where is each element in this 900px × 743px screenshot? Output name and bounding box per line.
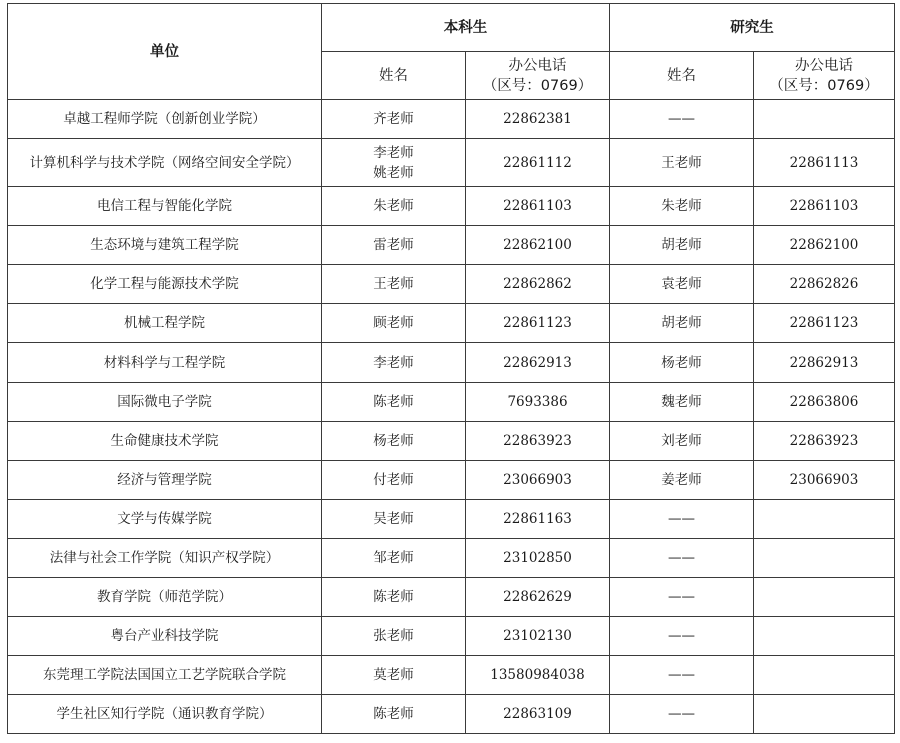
unit-cell: 材料科学与工程学院 — [8, 343, 322, 382]
header-pg-phone — [754, 52, 895, 100]
table-row — [8, 617, 895, 656]
unit-cell: 电信工程与智能化学院 — [8, 187, 322, 226]
ug-phone-cell: 22862913 — [466, 343, 610, 382]
pg-name-cell: —— — [610, 578, 754, 617]
pg-name-cell: 胡老师 — [610, 226, 754, 265]
table-row — [8, 304, 895, 343]
pg-phone-cell — [754, 695, 895, 734]
pg-name-cell: 胡老师 — [610, 304, 754, 343]
pg-phone-cell — [754, 538, 895, 577]
table-row — [8, 139, 895, 187]
ug-name-primary: 李老师 — [373, 144, 414, 161]
unit-cell: 经济与管理学院 — [8, 460, 322, 499]
table-row — [8, 382, 895, 421]
pg-name-cell: —— — [610, 499, 754, 538]
header-pg-name: 姓名 — [610, 52, 754, 100]
table-row — [8, 226, 895, 265]
ug-phone-cell: 22862629 — [466, 578, 610, 617]
unit-cell: 教育学院（师范学院） — [8, 578, 322, 617]
header-row-top — [8, 4, 895, 52]
unit-cell: 文学与传媒学院 — [8, 499, 322, 538]
header-ug-phone-label: 办公电话 — [508, 57, 567, 74]
pg-phone-cell — [754, 499, 895, 538]
unit-cell: 东莞理工学院法国国立工艺学院联合学院 — [8, 656, 322, 695]
unit-cell: 学生社区知行学院（通识教育学院） — [8, 695, 322, 734]
pg-name-cell: 袁老师 — [610, 265, 754, 304]
unit-cell: 国际微电子学院 — [8, 382, 322, 421]
ug-name-secondary: 姚老师 — [373, 164, 414, 181]
unit-cell: 机械工程学院 — [8, 304, 322, 343]
unit-cell: 生态环境与建筑工程学院 — [8, 226, 322, 265]
ug-name-cell: 齐老师 — [322, 100, 466, 139]
pg-name-cell: 姜老师 — [610, 460, 754, 499]
pg-phone-cell: 22863806 — [754, 382, 895, 421]
table-row — [8, 187, 895, 226]
ug-phone-cell: 22861163 — [466, 499, 610, 538]
ug-name-cell: 杨老师 — [322, 421, 466, 460]
table-row — [8, 656, 895, 695]
pg-name-cell: —— — [610, 538, 754, 577]
ug-name-cell: 吴老师 — [322, 499, 466, 538]
pg-name-cell: —— — [610, 100, 754, 139]
pg-phone-cell: 22862826 — [754, 265, 895, 304]
pg-name-cell: 王老师 — [610, 139, 754, 187]
unit-cell: 法律与社会工作学院（知识产权学院） — [8, 538, 322, 577]
table-body — [8, 100, 895, 734]
ug-phone-cell: 22862100 — [466, 226, 610, 265]
pg-phone-cell: 23066903 — [754, 460, 895, 499]
pg-phone-cell: 22862913 — [754, 343, 895, 382]
table-row — [8, 460, 895, 499]
table-row — [8, 578, 895, 617]
table-row — [8, 265, 895, 304]
pg-phone-cell: 22861123 — [754, 304, 895, 343]
ug-phone-cell: 22861123 — [466, 304, 610, 343]
ug-phone-cell: 22861112 — [466, 139, 610, 187]
ug-name-cell — [322, 139, 466, 187]
ug-phone-cell: 22863109 — [466, 695, 610, 734]
unit-cell: 计算机科学与技术学院（网络空间安全学院） — [8, 139, 322, 187]
header-ug-phone-areacode: （区号：0769） — [482, 77, 593, 94]
header-pg-phone-areacode: （区号：0769） — [769, 77, 879, 94]
unit-cell: 化学工程与能源技术学院 — [8, 265, 322, 304]
header-graduate: 研究生 — [610, 4, 895, 52]
pg-name-cell: 刘老师 — [610, 421, 754, 460]
pg-phone-cell — [754, 100, 895, 139]
ug-name-cell: 李老师 — [322, 343, 466, 382]
ug-name-cell: 朱老师 — [322, 187, 466, 226]
header-unit: 单位 — [8, 4, 322, 100]
ug-name-cell: 顾老师 — [322, 304, 466, 343]
header-pg-phone-label: 办公电话 — [795, 57, 853, 74]
table-row — [8, 538, 895, 577]
pg-phone-cell: 22863923 — [754, 421, 895, 460]
pg-phone-cell: 22861113 — [754, 139, 895, 187]
ug-phone-cell: 23102130 — [466, 617, 610, 656]
ug-name-cell: 付老师 — [322, 460, 466, 499]
pg-phone-cell: 22862100 — [754, 226, 895, 265]
pg-name-cell: 魏老师 — [610, 382, 754, 421]
table-row — [8, 100, 895, 139]
ug-name-cell: 陈老师 — [322, 382, 466, 421]
ug-phone-cell: 22862862 — [466, 265, 610, 304]
header-undergraduate: 本科生 — [322, 4, 610, 52]
ug-name-cell: 雷老师 — [322, 226, 466, 265]
ug-phone-cell: 13580984038 — [466, 656, 610, 695]
table-row — [8, 421, 895, 460]
unit-cell: 卓越工程师学院（创新创业学院） — [8, 100, 322, 139]
ug-phone-cell: 22863923 — [466, 421, 610, 460]
pg-name-cell: —— — [610, 617, 754, 656]
ug-phone-cell: 23102850 — [466, 538, 610, 577]
header-ug-phone — [466, 52, 610, 100]
pg-name-cell: 杨老师 — [610, 343, 754, 382]
pg-name-cell: —— — [610, 695, 754, 734]
ug-name-cell: 张老师 — [322, 617, 466, 656]
contact-table — [7, 3, 895, 734]
table-row — [8, 343, 895, 382]
ug-name-cell: 陈老师 — [322, 578, 466, 617]
ug-phone-cell: 22861103 — [466, 187, 610, 226]
table-row — [8, 499, 895, 538]
pg-phone-cell — [754, 578, 895, 617]
pg-phone-cell — [754, 656, 895, 695]
ug-name-cell: 莫老师 — [322, 656, 466, 695]
pg-phone-cell — [754, 617, 895, 656]
pg-name-cell: 朱老师 — [610, 187, 754, 226]
ug-phone-cell: 22862381 — [466, 100, 610, 139]
table-header — [8, 4, 895, 100]
unit-cell: 粤台产业科技学院 — [8, 617, 322, 656]
ug-name-cell: 陈老师 — [322, 695, 466, 734]
ug-name-cell: 王老师 — [322, 265, 466, 304]
ug-phone-cell: 7693386 — [466, 382, 610, 421]
table-row — [8, 695, 895, 734]
pg-name-cell: —— — [610, 656, 754, 695]
ug-name-cell: 邹老师 — [322, 538, 466, 577]
pg-phone-cell: 22861103 — [754, 187, 895, 226]
header-ug-name: 姓名 — [322, 52, 466, 100]
unit-cell: 生命健康技术学院 — [8, 421, 322, 460]
ug-phone-cell: 23066903 — [466, 460, 610, 499]
